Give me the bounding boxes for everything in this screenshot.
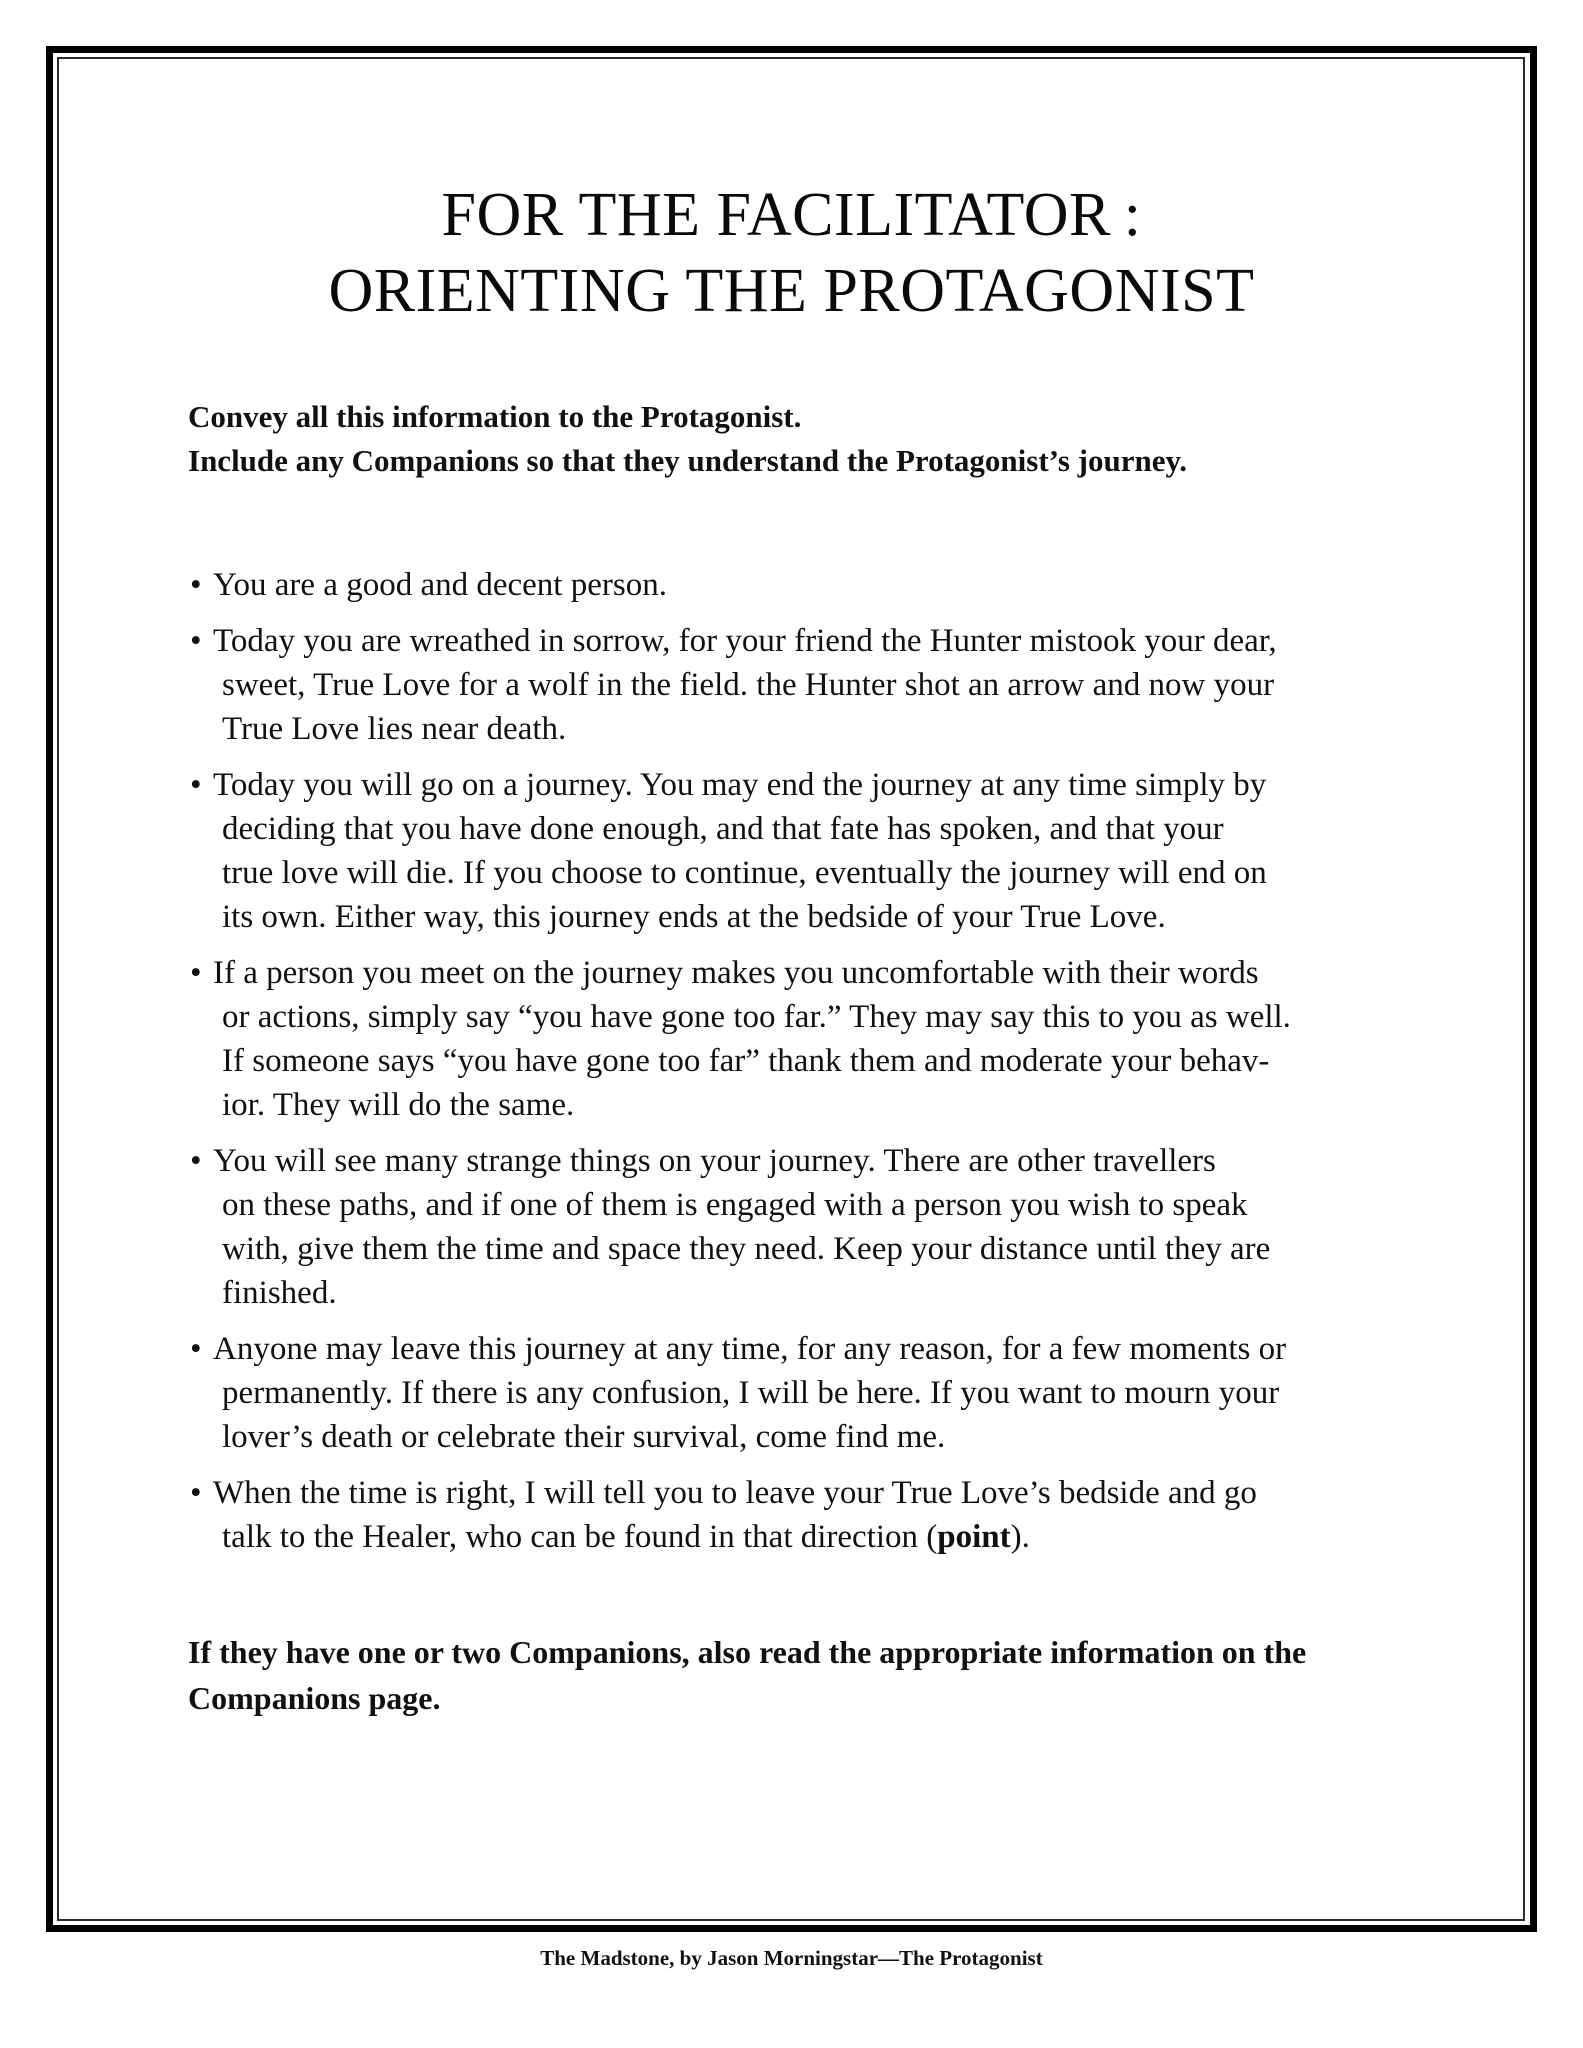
- title-line: ORIENTING THE PROTAGONIST: [328, 257, 1255, 325]
- list-item-line: true love will die. If you choose to continue, eventually the journey will end on: [222, 855, 1267, 891]
- list-item-line: If someone says “you have gone too far” thank them and moderate your behav-: [222, 1043, 1270, 1079]
- list-item-line: If a person you meet on the journey makes you uncomfortable with their words: [213, 955, 1259, 991]
- list-item: [188, 951, 1418, 1127]
- list-item-line: True Love lies near death.: [222, 711, 567, 747]
- bullet-icon: •: [190, 1475, 202, 1511]
- list-item-text: talk to the Healer, who can be found in that direction (: [222, 1519, 938, 1555]
- list-item-line: Today you are wreathed in sorrow, for your friend the Hunter mistook your dear,: [213, 623, 1277, 659]
- bullet-icon: •: [190, 1331, 202, 1367]
- list-item-line: its own. Either way, this journey ends at the bedside of your True Love.: [222, 899, 1166, 935]
- list-item: [188, 1139, 1418, 1315]
- intro-line: Include any Companions so that they understand the Protagonist’s journey.: [188, 443, 1188, 478]
- list-item: [188, 1327, 1418, 1459]
- companions-note: [188, 1629, 1306, 1721]
- list-item-line: with, give them the time and space they need. Keep your distance until they are: [222, 1231, 1271, 1267]
- list-item: [188, 563, 1418, 607]
- orientation-list: [188, 563, 1418, 1559]
- companions-note-line: If they have one or two Companions, also read the appropriate information on the: [188, 1634, 1307, 1670]
- list-item-line: on these paths, and if one of them is engaged with a person you wish to speak: [222, 1187, 1248, 1223]
- intro-instructions: [188, 395, 1187, 483]
- list-item-line: permanently. If there is any confusion, I will be here. If you want to mourn your: [222, 1375, 1280, 1411]
- list-item-line: Anyone may leave this journey at any time, for any reason, for a few moments or: [213, 1331, 1287, 1367]
- page-footer: The Madstone, by Jason Morningstar—The Protagonist: [540, 1946, 1043, 1970]
- companions-note-line: Companions page.: [188, 1680, 441, 1716]
- list-item-line: You are a good and decent person.: [213, 567, 667, 603]
- title-line: FOR THE FACILITATOR :: [441, 181, 1142, 249]
- list-item-line: or actions, simply say “you have gone too far.” They may say this to you as well.: [222, 999, 1291, 1035]
- emphasis-point: point: [937, 1519, 1011, 1555]
- list-item-line: finished.: [222, 1275, 337, 1311]
- list-item-line: Today you will go on a journey. You may end the journey at any time simply by: [213, 767, 1267, 803]
- list-item: [188, 1471, 1418, 1559]
- list-item-line: ior. They will do the same.: [222, 1087, 575, 1123]
- list-item-text: ).: [1010, 1519, 1030, 1555]
- page-title: [0, 177, 1583, 329]
- list-item-line: [222, 1515, 1418, 1559]
- bullet-icon: •: [190, 767, 202, 803]
- intro-line: Convey all this information to the Protagonist.: [188, 399, 802, 434]
- list-item: [188, 619, 1418, 751]
- bullet-icon: •: [190, 623, 202, 659]
- bullet-icon: •: [190, 1143, 202, 1179]
- list-item-line: deciding that you have done enough, and that fate has spoken, and that your: [222, 811, 1224, 847]
- list-item-line: When the time is right, I will tell you to leave your True Love’s bedside and go: [213, 1475, 1257, 1511]
- list-item-line: sweet, True Love for a wolf in the field. the Hunter shot an arrow and now your: [222, 667, 1275, 703]
- bullet-icon: •: [190, 567, 202, 603]
- list-item-line: lover’s death or celebrate their survival, come find me.: [222, 1419, 946, 1455]
- list-item-line: You will see many strange things on your journey. There are other travellers: [213, 1143, 1216, 1179]
- list-item: [188, 763, 1418, 939]
- bullet-icon: •: [190, 955, 202, 991]
